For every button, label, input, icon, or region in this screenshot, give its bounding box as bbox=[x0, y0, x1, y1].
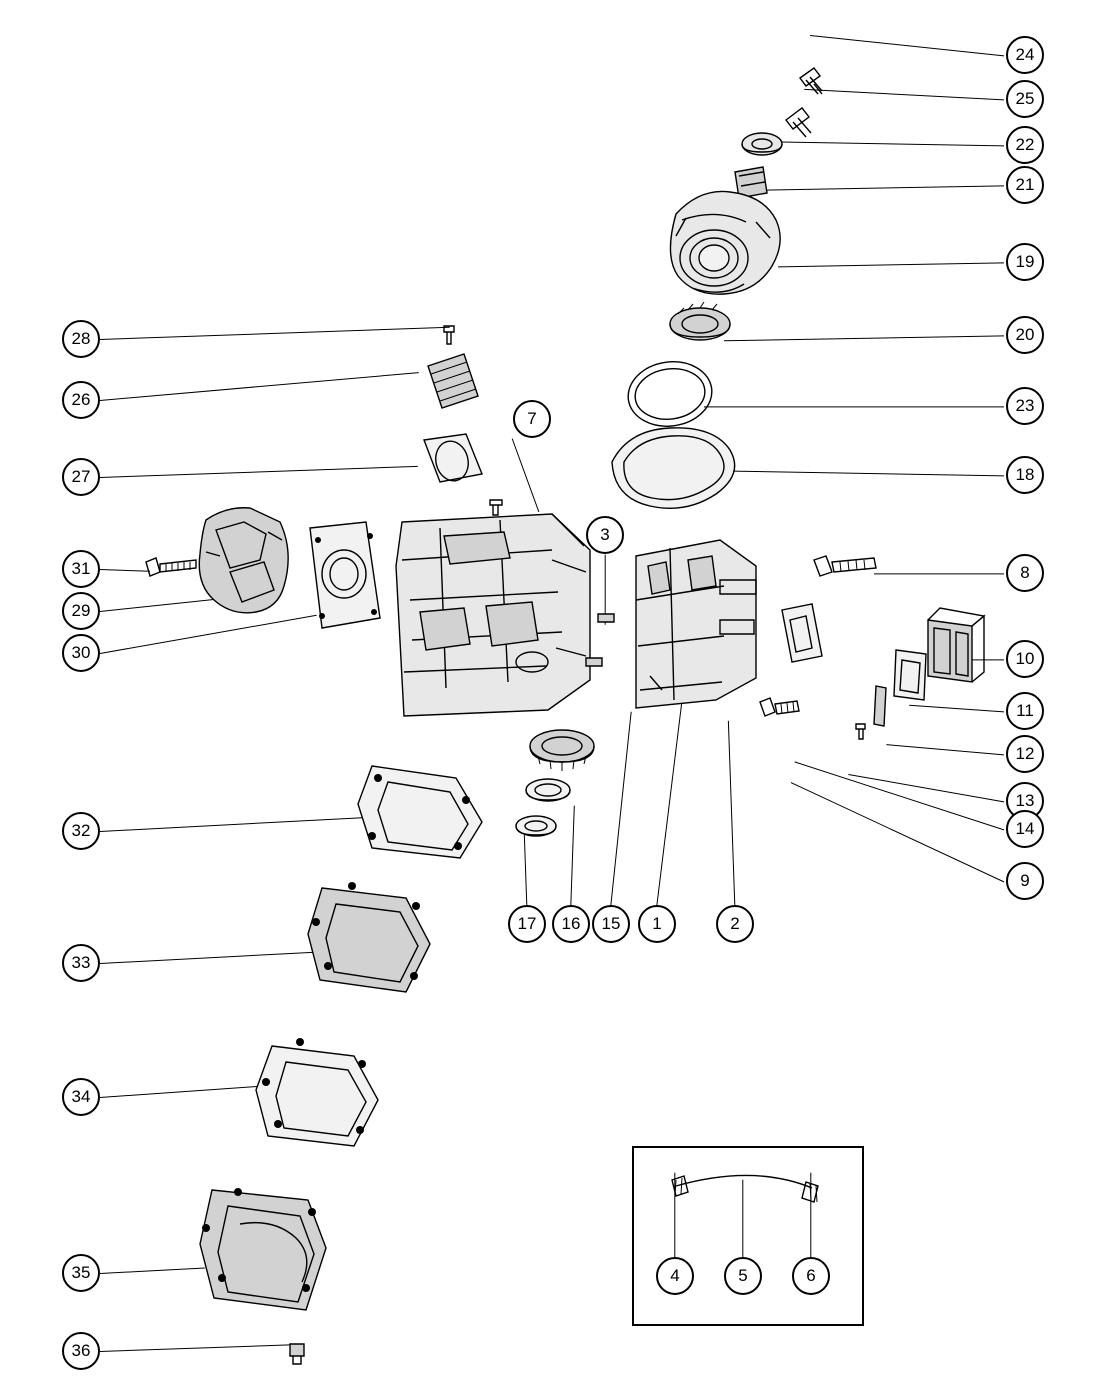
part-18-gasket bbox=[612, 428, 735, 508]
leader-10 bbox=[960, 659, 1004, 660]
part-33-cover-plate bbox=[308, 882, 430, 992]
leader-24 bbox=[810, 35, 1004, 57]
callout-1[interactable]: 1 bbox=[638, 905, 676, 943]
leader-20 bbox=[724, 335, 1004, 341]
inset-detail-box bbox=[632, 1146, 864, 1326]
part-30-gasket-plate bbox=[310, 522, 380, 628]
callout-35[interactable]: 35 bbox=[62, 1254, 100, 1292]
part-31-bolt bbox=[146, 558, 196, 576]
part-3-dowel-pins bbox=[586, 614, 614, 666]
part-13-screw bbox=[856, 724, 865, 739]
part-27-gasket bbox=[424, 434, 482, 484]
callout-29[interactable]: 29 bbox=[62, 592, 100, 630]
leader-2 bbox=[728, 721, 736, 906]
callout-36[interactable]: 36 bbox=[62, 1332, 100, 1370]
callout-21[interactable]: 21 bbox=[1006, 166, 1044, 204]
leader-26 bbox=[100, 372, 419, 401]
part-11-reed-petal bbox=[894, 650, 926, 700]
part-14-gasket bbox=[782, 604, 822, 662]
leader-32 bbox=[100, 817, 365, 832]
leader-6 bbox=[810, 1173, 811, 1258]
callout-8[interactable]: 8 bbox=[1006, 554, 1044, 592]
leader-11 bbox=[909, 704, 1004, 712]
leader-3 bbox=[604, 555, 605, 625]
part-22-seal bbox=[742, 133, 782, 155]
part-16-seal bbox=[526, 779, 570, 801]
leader-12 bbox=[886, 744, 1004, 756]
part-26-filter bbox=[428, 354, 478, 408]
callout-15[interactable]: 15 bbox=[592, 905, 630, 943]
leader-4 bbox=[674, 1173, 675, 1258]
callout-13[interactable]: 13 bbox=[1006, 782, 1044, 820]
part-34-gasket bbox=[256, 1038, 378, 1146]
callout-12[interactable]: 12 bbox=[1006, 735, 1044, 773]
part-15-bearing bbox=[530, 730, 594, 771]
part-35-end-cap bbox=[200, 1188, 326, 1310]
leader-30 bbox=[100, 615, 317, 655]
leader-27 bbox=[100, 466, 418, 478]
callout-27[interactable]: 27 bbox=[62, 458, 100, 496]
leader-15 bbox=[610, 712, 632, 906]
part-12-reed-stop bbox=[874, 686, 886, 726]
callout-14[interactable]: 14 bbox=[1006, 810, 1044, 848]
callout-19[interactable]: 19 bbox=[1006, 243, 1044, 281]
callout-4[interactable]: 4 bbox=[656, 1257, 694, 1295]
leader-33 bbox=[100, 951, 320, 964]
callout-33[interactable]: 33 bbox=[62, 944, 100, 982]
part-9-bolt bbox=[760, 698, 799, 716]
callout-3[interactable]: 3 bbox=[586, 516, 624, 554]
leader-1 bbox=[656, 692, 684, 906]
part-10-reed-block bbox=[928, 608, 984, 682]
part-23-o-ring bbox=[624, 356, 716, 431]
leader-25 bbox=[804, 89, 1004, 101]
callout-32[interactable]: 32 bbox=[62, 812, 100, 850]
leader-34 bbox=[100, 1085, 270, 1098]
part-25-screw bbox=[786, 108, 811, 137]
callout-24[interactable]: 24 bbox=[1006, 36, 1044, 74]
part-28-screw bbox=[444, 326, 454, 344]
leader-21 bbox=[764, 185, 1004, 191]
part-7-screw bbox=[490, 500, 502, 515]
leader-17 bbox=[523, 821, 527, 906]
leader-22 bbox=[766, 141, 1004, 147]
callout-17[interactable]: 17 bbox=[508, 905, 546, 943]
callout-5[interactable]: 5 bbox=[724, 1257, 762, 1295]
leader-23 bbox=[704, 406, 1004, 407]
part-8-bolt bbox=[814, 556, 876, 576]
callout-22[interactable]: 22 bbox=[1006, 126, 1044, 164]
part-1-cylinder-block bbox=[396, 514, 590, 716]
leader-31 bbox=[100, 569, 150, 572]
part-21-bushing bbox=[735, 167, 767, 198]
callout-28[interactable]: 28 bbox=[62, 320, 100, 358]
leader-36 bbox=[100, 1344, 290, 1352]
callout-20[interactable]: 20 bbox=[1006, 316, 1044, 354]
callout-34[interactable]: 34 bbox=[62, 1078, 100, 1116]
leader-7 bbox=[511, 438, 539, 512]
callout-23[interactable]: 23 bbox=[1006, 387, 1044, 425]
callout-30[interactable]: 30 bbox=[62, 634, 100, 672]
leader-29 bbox=[100, 597, 229, 612]
callout-2[interactable]: 2 bbox=[716, 905, 754, 943]
leader-16 bbox=[570, 806, 575, 906]
part-32-gasket bbox=[358, 766, 482, 858]
callout-6[interactable]: 6 bbox=[792, 1257, 830, 1295]
part-19-housing bbox=[670, 191, 780, 294]
leader-8 bbox=[874, 573, 1004, 574]
callout-10[interactable]: 10 bbox=[1006, 640, 1044, 678]
leader-18 bbox=[694, 470, 1004, 477]
callout-9[interactable]: 9 bbox=[1006, 862, 1044, 900]
callout-31[interactable]: 31 bbox=[62, 550, 100, 588]
callout-16[interactable]: 16 bbox=[552, 905, 590, 943]
callout-18[interactable]: 18 bbox=[1006, 456, 1044, 494]
leader-5 bbox=[742, 1180, 743, 1258]
part-29-bracket bbox=[199, 508, 288, 613]
part-36-plug bbox=[290, 1344, 304, 1364]
callout-26[interactable]: 26 bbox=[62, 381, 100, 419]
callout-11[interactable]: 11 bbox=[1006, 692, 1044, 730]
leader-28 bbox=[100, 327, 450, 341]
callout-7[interactable]: 7 bbox=[513, 400, 551, 438]
leader-13 bbox=[848, 774, 1004, 803]
leader-35 bbox=[100, 1268, 205, 1275]
part-17-seal bbox=[516, 816, 556, 836]
part-20-seal bbox=[670, 302, 730, 340]
part-2-crankcase-cover bbox=[636, 540, 756, 708]
callout-25[interactable]: 25 bbox=[1006, 80, 1044, 118]
leader-19 bbox=[778, 262, 1004, 267]
